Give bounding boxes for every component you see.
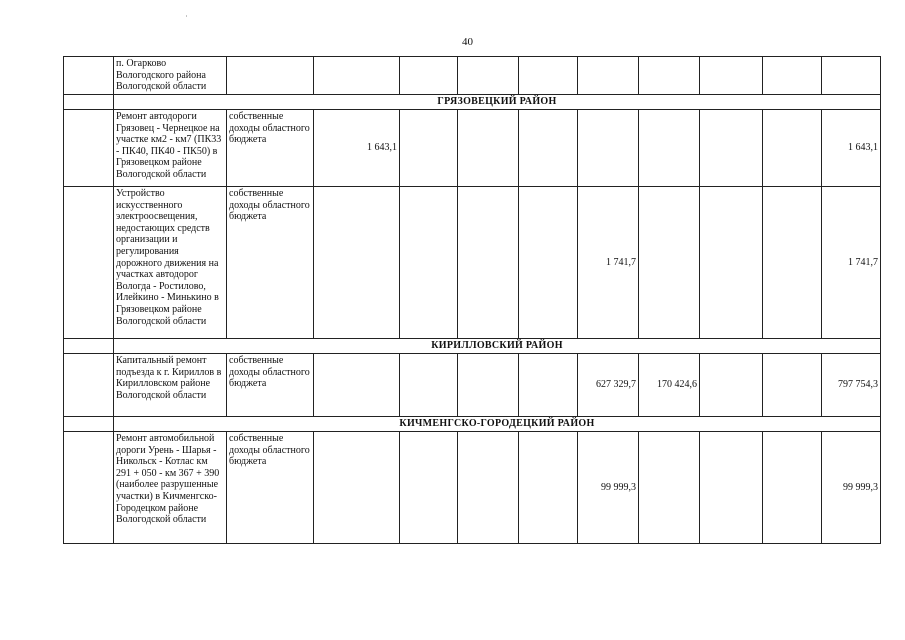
amount-cell (400, 187, 458, 339)
amount-cell (314, 432, 400, 544)
amount-cell (763, 187, 822, 339)
amount-cell (639, 432, 700, 544)
project-name-cell: п. Огарково Вологодского района Вологодской области (114, 57, 227, 95)
row-index-cell (64, 110, 114, 187)
section-title: КИЧМЕНГСКО-ГОРОДЕЦКИЙ РАЙОН (114, 417, 881, 432)
project-name-cell: Ремонт автодороги Грязовец - Чернецкое на участке км2 - км7 (ПК33 - ПК40, ПК40 - ПК50) в Грязовецком районе Вологодской области (114, 110, 227, 187)
section-row (64, 339, 881, 354)
project-name-cell: Устройство искусственного электроосвещения, недостающих средств организации и регулирования дорожного движения на участках автодорог Вологда - Ростилово, Илейкино - Минькино в Грязовецком районе Вологодской области (114, 187, 227, 339)
total-value-cell: 1 741,7 (822, 187, 881, 339)
amount-cell (519, 354, 578, 417)
section-blank-cell (64, 339, 114, 354)
amount-cell (700, 432, 763, 544)
amount-cell (639, 187, 700, 339)
row-index-cell (64, 432, 114, 544)
amount-cell (763, 110, 822, 187)
total-value-cell: 797 754,3 (822, 354, 881, 417)
table-row (64, 432, 881, 544)
amount-cell (519, 187, 578, 339)
section-row (64, 95, 881, 110)
amount-cell (314, 57, 400, 95)
budget-table (63, 56, 881, 544)
amount-cell (763, 57, 822, 95)
amount-cell (763, 432, 822, 544)
table-row (64, 187, 881, 339)
table-row (64, 57, 881, 95)
amount-cell (400, 354, 458, 417)
section-title: КИРИЛЛОВСКИЙ РАЙОН (114, 339, 881, 354)
amount-cell: 1 643,1 (314, 110, 400, 187)
total-value-cell: 1 643,1 (822, 110, 881, 187)
amount-cell (458, 354, 519, 417)
amount-cell (400, 57, 458, 95)
amount-cell (700, 57, 763, 95)
amount-cell: 627 329,7 (578, 354, 639, 417)
amount-cell (519, 110, 578, 187)
amount-cell: 1 741,7 (578, 187, 639, 339)
amount-cell (519, 57, 578, 95)
funding-source-cell: собственные доходы областного бюджета (227, 354, 314, 417)
funding-source-cell: собственные доходы областного бюджета (227, 432, 314, 544)
amount-cell (458, 110, 519, 187)
funding-source-cell: собственные доходы областного бюджета (227, 187, 314, 339)
section-blank-cell (64, 95, 114, 110)
amount-cell: 170 424,6 (639, 354, 700, 417)
amount-cell (700, 187, 763, 339)
amount-cell (458, 432, 519, 544)
table-row (64, 354, 881, 417)
row-index-cell (64, 57, 114, 95)
page-number: 40 (462, 36, 473, 48)
funding-source-cell (227, 57, 314, 95)
amount-cell (314, 187, 400, 339)
amount-cell (458, 187, 519, 339)
amount-cell (700, 110, 763, 187)
row-index-cell (64, 354, 114, 417)
amount-cell (763, 354, 822, 417)
amount-cell (639, 57, 700, 95)
amount-cell (314, 354, 400, 417)
amount-cell (519, 432, 578, 544)
amount-cell (400, 110, 458, 187)
project-name-cell: Капитальный ремонт подъезда к г. Кириллов в Кирилловском районе Вологодской области (114, 354, 227, 417)
total-value-cell (822, 57, 881, 95)
funding-source-cell: собственные доходы областного бюджета (227, 110, 314, 187)
total-value-cell: 99 999,3 (822, 432, 881, 544)
section-title: ГРЯЗОВЕЦКИЙ РАЙОН (114, 95, 881, 110)
amount-cell (458, 57, 519, 95)
section-row (64, 417, 881, 432)
amount-cell (639, 110, 700, 187)
project-name-cell: Ремонт автомобильной дороги Урень - Шарья - Никольск - Котлас км 291 + 050 - км 367 + 390 (наиболее разрушенные участки) в Кичменгско-Городецком районе Вологодской области (114, 432, 227, 544)
amount-cell: 99 999,3 (578, 432, 639, 544)
amount-cell (578, 110, 639, 187)
scan-mark: ˙ (185, 14, 188, 24)
amount-cell (578, 57, 639, 95)
table-row (64, 110, 881, 187)
amount-cell (400, 432, 458, 544)
amount-cell (700, 354, 763, 417)
row-index-cell (64, 187, 114, 339)
section-blank-cell (64, 417, 114, 432)
